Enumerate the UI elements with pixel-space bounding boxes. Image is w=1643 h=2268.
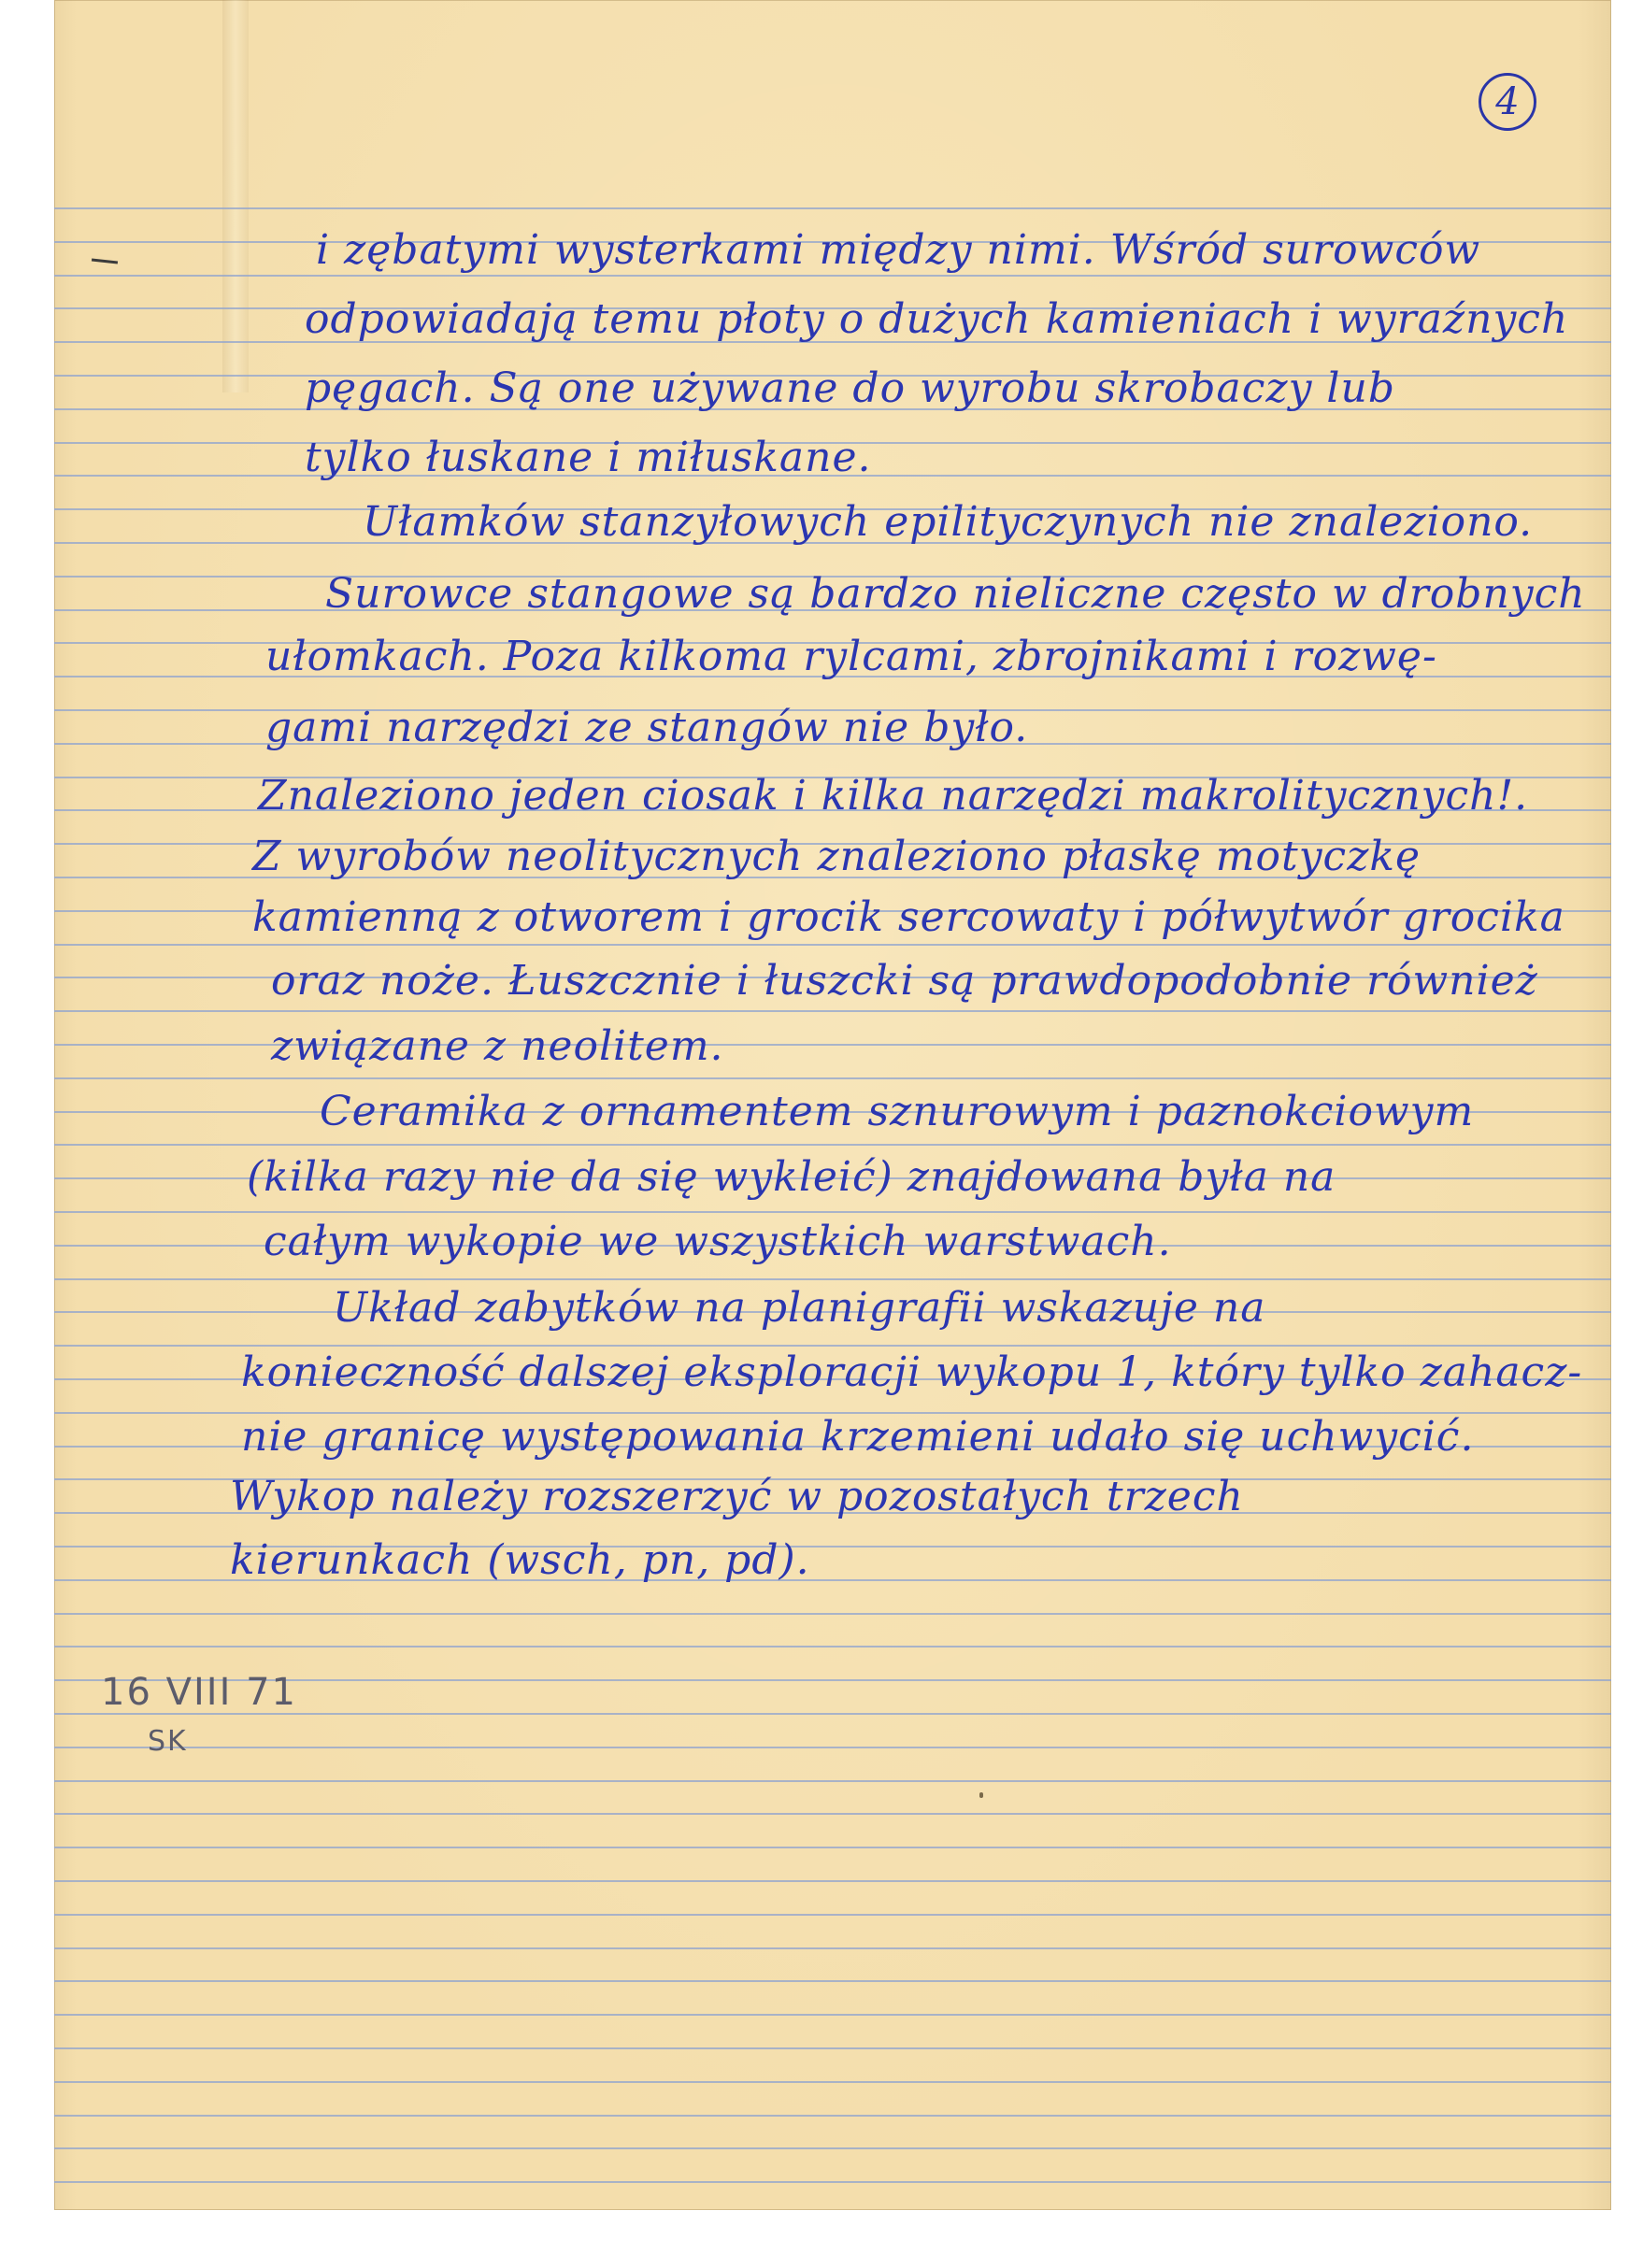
ruled-line bbox=[54, 2047, 1611, 2049]
text-line: Z wyrobów neolitycznych znaleziono płaskę motyczkę bbox=[252, 833, 1422, 880]
ruled-line bbox=[54, 1847, 1611, 1848]
ruled-line bbox=[54, 2081, 1611, 2083]
text-line: Znaleziono jeden ciosak i kilka narzędzi makrolitycznych!. bbox=[258, 772, 1529, 820]
handwritten-text bbox=[54, 0, 1611, 1682]
ruled-line bbox=[54, 2014, 1611, 2016]
ruled-line bbox=[54, 2115, 1611, 2117]
text-line: Ceramika z ornamentem sznurowym i paznokciowym bbox=[320, 1088, 1475, 1135]
text-line: gami narzędzi ze stangów nie było. bbox=[265, 704, 1029, 751]
text-line: ułomkach. Poza kilkoma rylcami, zbrojnikami i rozwę- bbox=[265, 633, 1437, 680]
text-line: nie granicę występowania krzemieni udało się uchwycić. bbox=[241, 1413, 1475, 1461]
paper-speck bbox=[979, 1792, 983, 1798]
text-line: Wykop należy rozszerzyć w pozostałych trzech bbox=[230, 1473, 1244, 1520]
text-line: (kilka razy nie da się wykleić) znajdowana była na bbox=[247, 1153, 1336, 1201]
ruled-line bbox=[54, 1880, 1611, 1882]
text-line: Surowce stangowe są bardzo nieliczne często w drobnych bbox=[325, 570, 1586, 618]
ruled-line bbox=[54, 1947, 1611, 1949]
text-line: Układ zabytków na planigrafii wskazuje na bbox=[333, 1284, 1266, 1332]
text-line: i zębatymi wysterkami między nimi. Wśród surowców bbox=[316, 226, 1481, 274]
text-line: związane z neolitem. bbox=[271, 1022, 724, 1070]
date-note: 16 VIII 71 bbox=[101, 1671, 297, 1714]
page-number: 4 bbox=[1479, 73, 1536, 131]
text-line: pęgach. Są one używane do wyrobu skrobaczy lub bbox=[305, 364, 1395, 412]
ruled-line bbox=[54, 1747, 1611, 1748]
ruled-line bbox=[54, 1780, 1611, 1782]
text-line: Ułamków stanzyłowych epilityczynych nie znaleziono. bbox=[363, 498, 1534, 546]
text-line: tylko łuskane i miłuskane. bbox=[305, 434, 872, 481]
text-line: odpowiadają temu płoty o dużych kamieniach i wyraźnych bbox=[305, 295, 1569, 343]
author-initials: SK bbox=[148, 1725, 188, 1758]
text-line: kamienną z otworem i grocik sercowaty i półwytwór grocika bbox=[252, 893, 1565, 941]
ruled-line bbox=[54, 2147, 1611, 2149]
text-line: całym wykopie we wszystkich warstwach. bbox=[264, 1218, 1172, 1265]
notebook-page bbox=[54, 0, 1611, 2210]
text-line: kierunkach (wsch, pn, pd). bbox=[230, 1536, 810, 1584]
text-line: konieczność dalszej eksploracji wykopu 1, który tylko zahacz- bbox=[241, 1348, 1583, 1396]
ruled-line bbox=[54, 1813, 1611, 1815]
ruled-line bbox=[54, 1914, 1611, 1916]
ruled-line bbox=[54, 1980, 1611, 1982]
text-line: oraz noże. Łuszcznie i łuszcki są prawdopodobnie również bbox=[271, 957, 1538, 1005]
ruled-line bbox=[54, 2181, 1611, 2183]
